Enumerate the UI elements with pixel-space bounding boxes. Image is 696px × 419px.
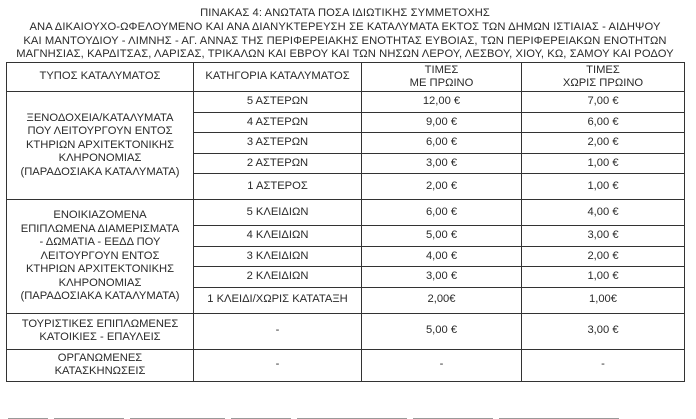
cropped-text-line [0,410,696,419]
type-cell-hotels: ΞΕΝΟΔΟΧΕΙΑ/ΚΑΤΑΛΥΜΑΤΑ ΠΟΥ ΛΕΙΤΟΥΡΓΟΥΝ ΕΝΤΟΣ ΚΤΗΡΙΩΝ ΑΡΧΙΤΕΚΤΟΝΙΚΗΣ ΚΛΗΡΟΝΟΜΙΑΣ (ΠΑΡΑΔΟΣΙΑΚΑ ΚΑΤΑΛΥΜΑΤΑ) [7,92,194,200]
category-cell: - [194,349,362,381]
header-with-breakfast: ΤΙΜΕΣ ΜΕ ΠΡΩΙΝΟ [362,63,522,92]
type-cell-villas: ΤΟΥΡΙΣΤΙΚΕΣ ΕΠΙΠΛΩΜΕΝΕΣ ΚΑΤΟΙΚΙΕΣ - ΕΠΑΥΛΕΙΣ [7,313,194,349]
category-cell: 3 ΚΛΕΙΔΙΩΝ [194,246,362,267]
price-with-cell: 4,00 € [362,246,522,267]
price-without-cell: 1,00 € [522,267,685,288]
type-cell-campsites: ΟΡΓΑΝΩΜΕΝΕΣ ΚΑΤΑΣΚΗΝΩΣΕΙΣ [7,349,194,381]
category-cell: 2 ΑΣΤΕΡΩΝ [194,153,362,174]
header-category: ΚΑΤΗΓΟΡΙΑ ΚΑΤΑΛΥΜΑΤΟΣ [194,63,362,92]
price-with-cell: - [362,349,522,381]
price-without-cell: 1,00 € [522,153,685,174]
price-without-cell: - [522,349,685,381]
header-without-breakfast: ΤΙΜΕΣ ΧΩΡΙΣ ΠΡΩΙΝΟ [522,63,685,92]
price-without-cell: 6,00 € [522,112,685,133]
category-cell: 2 ΚΛΕΙΔΙΩΝ [194,267,362,288]
price-with-cell: 2,00€ [362,287,522,313]
price-with-cell: 2,00 € [362,174,522,200]
price-with-cell: 3,00 € [362,267,522,288]
price-without-cell: 3,00 € [522,313,685,349]
price-with-cell: 9,00 € [362,112,522,133]
price-with-cell: 6,00 € [362,133,522,154]
table-row [7,313,685,349]
price-with-cell: 5,00 € [362,313,522,349]
category-cell: - [194,313,362,349]
price-with-cell: 6,00 € [362,200,522,226]
price-without-cell: 2,00 € [522,246,685,267]
category-cell: 5 ΚΛΕΙΔΙΩΝ [194,200,362,226]
price-without-cell: 2,00 € [522,133,685,154]
heading-line-1: ΠΙΝΑΚΑΣ 4: ΑΝΩΤΑΤΑ ΠΟΣΑ ΙΔΙΩΤΙΚΗΣ ΣΥΜΜΕΤΟΧΗΣ [200,7,490,19]
price-without-cell: 1,00 € [522,174,685,200]
price-without-cell: 4,00 € [522,200,685,226]
document-page [6,7,684,382]
category-cell: 4 ΚΛΕΙΔΙΩΝ [194,226,362,247]
price-table [6,62,685,382]
header-row [7,63,685,92]
table-heading [6,7,684,62]
category-cell: 4 ΑΣΤΕΡΩΝ [194,112,362,133]
price-without-cell: 7,00 € [522,92,685,113]
price-with-cell: 3,00 € [362,153,522,174]
heading-line-2: ΑΝΑ ΔΙΚΑΙΟΥΧΟ-ΩΦΕΛΟΥΜΕΝΟ ΚΑΙ ΑΝΑ ΔΙΑΝΥΚΤΕΡΕΥΣΗ ΣΕ ΚΑΤΑΛΥΜΑΤΑ ΕΚΤΟΣ ΤΩΝ ΔΗΜΩΝ ΙΣΤΙΑΙΑΣ - ΑΙΔΗΨΟΥ [29,20,661,33]
category-cell: 3 ΑΣΤΕΡΩΝ [194,133,362,154]
table-row [7,200,685,226]
type-cell-apartments: ΕΝΟΙΚΙΑΖΟΜΕΝΑ ΕΠΙΠΛΩΜΕΝΑ ΔΙΑΜΕΡΙΣΜΑΤΑ - ΔΩΜΑΤΙΑ - ΕΕΔΔ ΠΟΥ ΛΕΙΤΟΥΡΓΟΥΝ ΕΝΤΟΣ ΚΤΗΡΙΩΝ ΑΡΧΙΤΕΚΤΟΝΙΚΗΣ ΚΛΗΡΟΝΟΜΙΑΣ (ΠΑΡΑΔΟΣΙΑΚΑ ΚΑΤΑΛΥΜΑΤΑ) [7,200,194,314]
price-without-cell: 1,00€ [522,287,685,313]
heading-line-3: ΚΑΙ ΜΑΝΤΟΥΔΙΟΥ - ΛΙΜΝΗΣ - ΑΓ. ΑΝΝΑΣ ΤΗΣ ΠΕΡΙΦΕΡΕΙΑΚΗΣ ΕΝΟΤΗΤΑΣ ΕΥΒΟΙΑΣ, ΤΩΝ ΠΕΡΙΦΕΡΕΙΑΚΩΝ ΕΝΟΤΗΤΩΝ [23,34,667,47]
price-with-cell: 12,00 € [362,92,522,113]
header-type: ΤΥΠΟΣ ΚΑΤΑΛΥΜΑΤΟΣ [7,63,194,92]
table-row [7,349,685,381]
table-row [7,92,685,113]
category-cell: 5 ΑΣΤΕΡΩΝ [194,92,362,113]
price-with-cell: 5,00 € [362,226,522,247]
price-without-cell: 3,00 € [522,226,685,247]
category-cell: 1 ΑΣΤΕΡΟΣ [194,174,362,200]
category-cell: 1 ΚΛΕΙΔΙ/ΧΩΡΙΣ ΚΑΤΑΤΑΞΗ [194,287,362,313]
heading-line-4: ΜΑΓΝΗΣΙΑΣ, ΚΑΡΔΙΤΣΑΣ, ΛΑΡΙΣΑΣ, ΤΡΙΚΑΛΩΝ ΚΑΙ ΕΒΡΟΥ ΚΑΙ ΤΩΝ ΝΗΣΩΝ ΛΕΡΟΥ, ΛΕΣΒΟΥ, ΧΙΟΥ, ΚΩ, ΣΑΜΟΥ ΚΑΙ ΡΟΔΟΥ [16,48,674,61]
